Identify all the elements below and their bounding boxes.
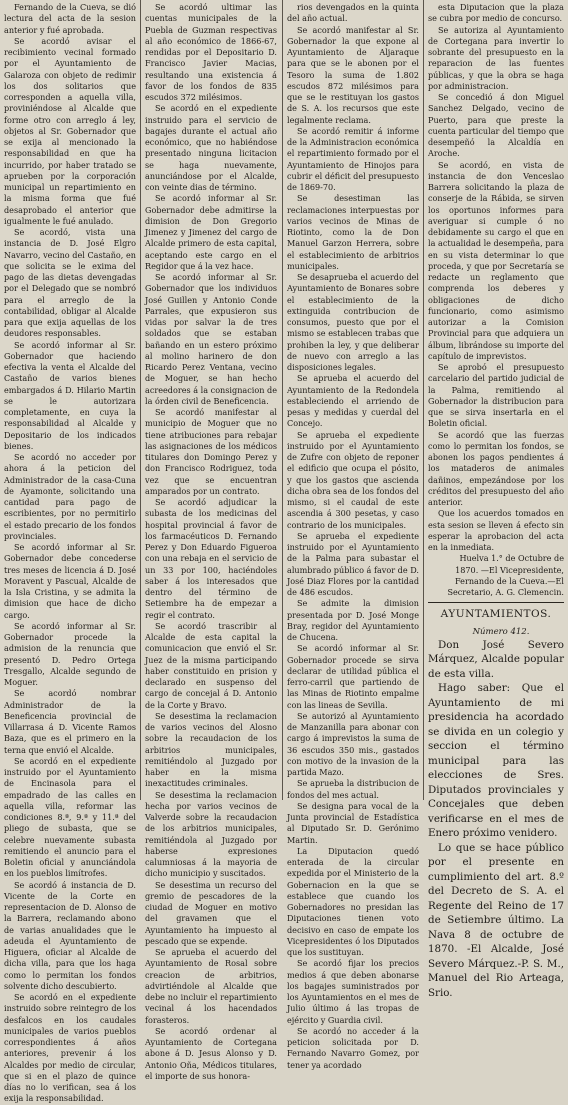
paragraph: Lo que se hace público por el presente en cumplimiento del art. 8.º del Decreto de S. A. el Regente del Reino de 17 de Setiembre último. La Nava 8 de octubre de 1870. -El Alcalde, José Severo Márquez.-P. S. M., Manuel del Rio Arteaga, Srio. [428,841,564,999]
paragraph: Se acordó en el expediente instruido para el servicio de bagajes durante el actual año económico, que no habiéndose presentado ninguna licitacion se haga nuevamente, anunciándose por el Alcalde, con veinte dias de término. [145,103,277,192]
paragraph: Se acordó ordenar al Ayuntamiento de Cortegana abone á D. Jesus Alonso y D. Antonio Oña, Médicos titulares, el importe de sus honora- [145,1025,277,1081]
paragraph: rios devengados en la quinta del año actual. [287,2,419,24]
column-2 [145,2,277,1081]
paragraph: Se acordó nombrar Administrador de la Beneficencia provincial de Villarrasa á D. Vicente Ramos Baza, que es el primero en la terna que envió el Alcalde. [4,688,136,755]
paragraph: Fernando de la Cueva, se dió lectura del acta de la sesion anterior y fué aprobada. [4,2,136,35]
paragraph: Se aprueba la distribucion de fondos del mes actual. [287,778,419,800]
paragraph: Se acordó, en vista de instancia de don Venceslao Barrera solicitando la plaza de conserje de la Rábida, se sirven los oportunos informes para averiguar si cumple ó no debidamente su cargo el que en la actualidad le desempeña, para en su vista determinar lo que proceda, y que por Secretaría se redacte un reglamento que comprenda los deberes y obligaciones de dicho funcionario, como asimismo autorizar a la Comision Provincial para que adquiera un álbum, librándose su importe del capítulo de imprevistos. [428,159,564,361]
paragraph: Se desestima un recurso del gremio de pescadores de la ciudad de Moguer en motivo del gravamen que el Ayuntamiento ha impuesto al pescado que se expende. [145,879,277,946]
paragraph: Se acordó á instancia de D. Vicente de la Corte en representacion de D. Alonso de la Barrera, reclamando abono de varias anualidades que le adeuda el Ayuntamiento de Higuera, oficiar al Alcalde de dicha villa, para que los haga como lo permitan los fondos solvente dicho descubierto. [4,879,136,991]
signature: Huelva 1.° de Octubre de 1870. —El Vicepresidente, Fernando de la Cueva.—El Secretario, A. G. Clemencin. [447,553,564,597]
paragraph: esta Diputacion que la plaza se cubra por medio de concurso. [428,2,564,24]
paragraph: Se acordó no acceder á la peticion solicitada por D. Fernando Navarro Gomez, por tener ya acordado [287,1025,419,1070]
paragraph: Se desestima la reclamacion hecha por varios vecinos de Valverde sobre la recaudacion de los arbitrios municipales, remitiéndola al Juzgado por haberse expresiones calumniosas á la mayoria de dicho municipio y suscitados. [145,789,277,879]
paragraph: Se concedió á don Miguel Sanchez Delgado, vecino de Puerto, para que preste la cuenta particular del tiempo que desempeñó la Alcaldía en Aroche. [428,92,564,159]
paragraph: Se designa para vocal de la Junta provincial de Estadística al Diputado Sr. D. Gerónimo Martin. [287,800,419,845]
column-4-body [428,2,564,553]
column-divider [423,0,424,800]
paragraph: Se acordó informar al Sr. Gobernador procede la admision de la renuncia que presentó D. Pedro Ortega Tresgallo, Alcalde segundo de Moguer. [4,620,136,687]
column-1 [4,2,136,1104]
paragraph: Se desestiman las reclamaciones interpuestas por varios vecinos de Minas de Riotinto, como la de Don Manuel Garzon Herrera, sobre el establecimiento de arbitrios municipales. [287,193,419,271]
paragraph: Se acordó informar al Sr. Gobernador que haciendo efectiva la venta el Alcalde del Castaño de varios bienes embargados á D. Hilario Martin se le autorizara completamente, en cuya la responsabilidad al Alcalde y Depositario de los indicados bienes. [4,339,136,451]
paragraph: Que los acuerdos tomados en esta sesion se lleven á efecto sin esperar la aprobacion del acta en la inmediata. [428,508,564,552]
paragraph: Se acordó fijar los precios medios á que deben abonarse los bagajes suministrados por los Ayuntamientos en el mes de Julio último á las tropas de ejército y Guardia civil. [287,958,419,1025]
paragraph: Se acordó informar al Sr. Gobernador que los individuos José Guillen y Antonio Conde Parrales, que expusieron sus vidas por salvar la de tres soldados que se estaban bañando en un estero próximo al molino harinero de don Ricardo Perez Ventana, vecino de Moguer, se han hecho acreedores á la consignacion de la órden civil de Beneficencia. [145,272,277,406]
section-heading: AYUNTAMIENTOS. [440,608,552,621]
paragraph: Hago saber: Que el Ayuntamiento de mi presidencia ha acordado se divida en un colegio y seccion el término municipal para las elecciones de Sres. Diputados provinciales y Concejales que deben verificarse en el mes de Enero próximo venidero. [428,682,564,840]
paragraph: Se acordó avisar el recibimiento vecinal formado por el Ayuntamiento de Galaroza con objeto de redimir los dos solitarios que corresponden a aquella villa, proviniéndose al Alcalde que forme otro con arreglo á ley, objetos al Sr. Gobernador que se exija al mencionado la responsabilidad en que ha incurrido, por haber tratado se aprueben por la corporación municipal un repartimiento en la misma forma que fué desaprobado el anterior que igualmente le fué anulado. [4,35,136,226]
paragraph: Se acordó informar al Sr. Gobernador debe concederse tres meses de licencia á D. José Moravent y Pascual, Alcalde de la Isla Cristina, y se admita la dimision que hace de dicho cargo. [4,542,136,620]
paragraph: Se aprueba el acuerdo del Ayuntamiento de Rosal sobre creacion de arbitrios, advirtiéndole al Alcalde que debe no incluir el repartimiento vecinal á los hacendados forasteros. [145,947,277,1025]
paragraph: Se acordó manifestar al municipio de Moguer que no tiene atribuciones para rebajar las asignaciones de los médicos titulares don Domingo Perez y don Francisco Rodriguez, toda vez que se encuentran amparados por un contrato. [145,407,277,496]
paragraph: Don José Severo Márquez, Alcalde popular de esta villa. [428,638,564,680]
section-rule [428,602,564,603]
paragraph: Se aprobó el presupuesto carcelario del partido judicial de la Palma, remitiendo al Gobernador la distribucion para que se sirva insertarla en el Boletin oficial. [428,362,564,429]
paragraph: Se acordó trascribir al Alcalde de esta capital la comunicacion que envió el Sr. Juez de la misma participando haber constituido en prision y declarado en suspenso del cargo de concejal á D. Antonio de la Corte y Bravo. [145,620,277,710]
paragraph: Se autorizó al Ayuntamiento de Manzanilla para abonar con cargo á imprevistos la suma de 36 escudos 350 mis., gastados con motivo de la invasion de la partida Mazo. [287,710,419,777]
paragraph: Se desaprueba el acuerdo del Ayuntamiento de Bonares sobre el establecimiento de la extinguida contribucion de consumos, puesto que por el mismo se establecen trabas que prohiben la ley, y que deliberar de nuevo con arreglo a las disposiciones legales. [287,272,419,372]
paragraph: Se acordó no acceder por ahora á la peticion del Administrador de la casa-Cuna de Ayamonte, solicitando una cantidad para pago de escribientes, por no permitirlo el estado precario de los fondos provinciales. [4,452,136,541]
notice-body [428,638,564,1001]
paragraph: Se desestima la reclamacion de varios vecinos del Alosno sobre la recaudacion de los arbitrios municipales, remitiéndolo al Juzgado por haber en la misma inexactitudes criminales. [145,710,277,789]
paragraph: Se acordó ultimar las cuentas municipales de la Puebla de Guzman respectivas al año económico de 1866-67, rendidas por el Depositario D. Francisco Javier Macias, resultando una existencia á favor de los fondos de 835 escudos 372 milésimos. [145,2,277,102]
paragraph: Se aprueba el acuerdo del Ayuntamiento de la Redondela estableciendo el arriendo de pesas y medidas y cuerdal del Concejo. [287,373,419,429]
paragraph: Se acordó manifestar al Sr. Gobernador la que expone al Ayuntamiento de Aljaraque para que se le abonen por el Tesoro la suma de 1.802 escudos 872 milésimos para que se le restituyan los gastos de S. A. los recursos que este legalmente reclama. [287,24,419,125]
paragraph: Se acordó adjudicar la subasta de los medicinas del hospital provincial á favor de los farmacéuticos D. Fernando Perez y Don Eduardo Figueroa con una rebaja en el servicio de un 33 por 100, haciéndoles saber á los interesados que dentro del término de Setiembre ha de empezar a regir el contrato. [145,497,277,620]
paragraph: Se acordó informar al Sr. Gobernador debe admitirse la dimision de Don Gregorio Jimenez y Jimenez del cargo de Alcalde primero de esta capital, aceptando este cargo en el Regidor que á la vez hace. [145,193,277,271]
column-4 [428,2,564,999]
paragraph: Se aprueba el expediente instruido por el Ayuntamiento de Zufre con objeto de reponer el edificio que ocupa el pósito, y que los gastos que ascienda dicha obra sea de los fondos del mismo, si el caudal de este ascendia á 300 pesetas, y caso contrario de los municipales. [287,429,419,530]
paragraph: Se acordó en el expediente instruido sobre reintegro de los desfalcos en los caudales municipales de varios pueblos correspondientes á años anteriores, prevenir á los Alcaldes por medio de circular, que si en el plazo de quince días no lo verifican, sea á los exija la responsabilidad. [4,992,136,1104]
paragraph: Se acordó, vista una instancia de D. José Elgro Navarro, vecino del Castaño, en que solicita se le exima del pago de las dietas devengadas por el Delegado que se nombró para el arreglo de la contabilidad, obligar al Alcalde para que exija aquellas de los deudores responsables. [4,227,136,339]
paragraph: Se admite la dimision presentada por D. José Monge Bray, regidor del Ayuntamiento de Chucena. [287,598,419,642]
column-divider [282,0,283,800]
paragraph: La Diputacion quedó enterada de la circular expedida por el Ministerio de la Gobernacion en la que se establece que cuando los Gobernadores no presidan las Diputaciones tienen voto decisivo en caso de empate los Vicepresidentes ó los Diputados que los sustituyan. [287,845,419,957]
notice-number: Número 412. [472,626,530,637]
paragraph: Se acordó que las fuerzas como lo permitan los fondos, se abonen los pagos pendientes á los mataderos de animales dañinos, empezándose por los créditos del presupuesto del año anterior. [428,429,564,507]
paragraph: Se acordó informar al Sr. Gobernador procede se sirva declarar de utilidad pública el ferro-carril que partiendo de las Minas de Riotinto empalme con las lineas de Sevilla. [287,643,419,710]
paragraph: Se acordó en el expediente instruido por el Ayuntamiento de Encinasola para el empadrado de las calles en aquella villa, reformar las condiciones 8.ª, 9.ª y 11.ª del pliego de subasta, que se celebre nuevamente subasta remitiendo el anuncio para el Boletin oficial y anunciándola en los pueblos limítrofes. [4,755,136,879]
paragraph: Se aprueba el expediente instruido por el Ayuntamiento de la Palma para subastar el alumbrado público á favor de D. José Diaz Flores por la cantidad de 486 escudos. [287,530,419,597]
column-3 [287,2,419,1070]
paragraph: Se acordó remitir á informe de la Administracion económica el repartimiento formado por el Ayuntamiento de Hinojos para cubrir el déficit del presupuesto de 1869-70. [287,125,419,192]
column-divider [140,0,141,800]
paragraph: Se autoriza al Ayuntamiento de Cortegana para invertir lo sobrante del presupuesto en la reparacion de las fuentes públicas, y que la obra se haga por administracion. [428,24,564,91]
